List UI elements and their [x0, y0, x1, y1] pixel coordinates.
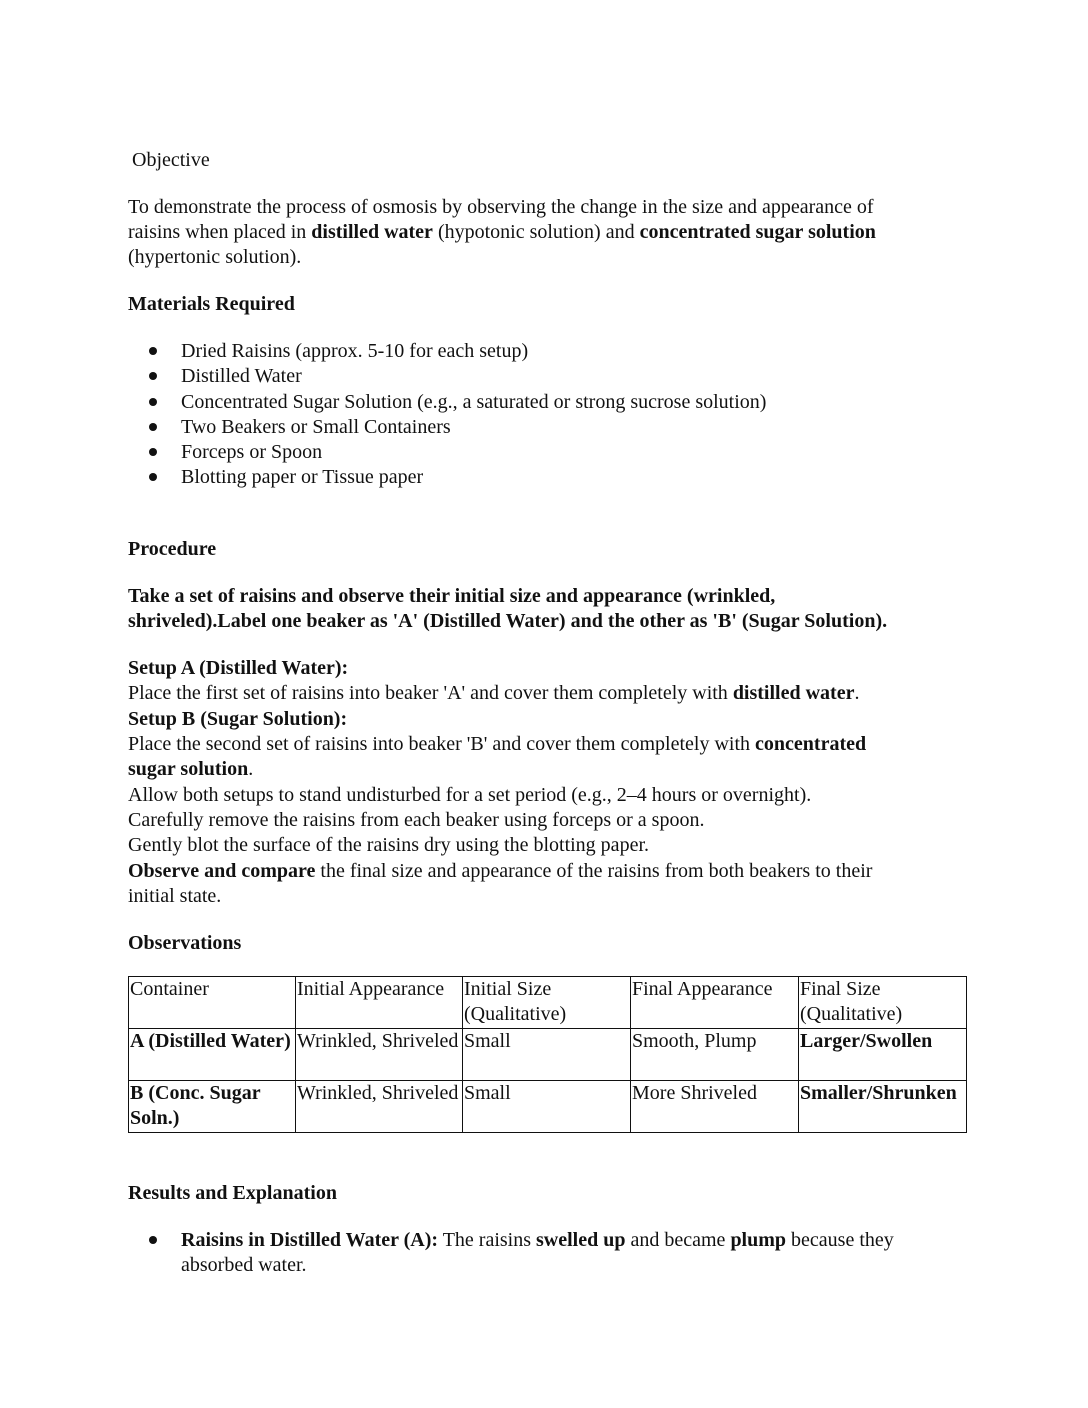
list-item: Distilled Water	[128, 364, 766, 389]
step-observe-line-2: initial state.	[128, 885, 222, 907]
procedure-heading: Procedure	[128, 538, 217, 560]
step-blot: Gently blot the surface of the raisins dry using the blotting paper.	[128, 834, 649, 856]
results-heading: Results and Explanation	[128, 1182, 337, 1204]
table-cell: Larger/Swollen	[799, 1029, 967, 1081]
table-cell: Wrinkled, Shriveled	[296, 1029, 463, 1081]
header-cell: Container	[129, 977, 296, 1029]
header-cell: Initial Appearance	[296, 977, 463, 1029]
materials-heading: Materials Required	[128, 293, 295, 315]
objective-heading: Objective	[132, 149, 210, 171]
table-cell: B (Conc. Sugar Soln.)	[129, 1081, 296, 1133]
table-row	[129, 1029, 967, 1081]
setup-b-text-line-1: Place the second set of raisins into beaker 'B' and cover them completely with concentrated	[128, 733, 867, 755]
setup-a-text: Place the first set of raisins into beaker 'A' and cover them completely with distilled water.	[128, 682, 860, 704]
bullet-icon	[149, 1236, 157, 1244]
bullet-icon	[149, 347, 157, 355]
step-remove: Carefully remove the raisins from each beaker using forceps or a spoon.	[128, 809, 705, 831]
table-header-row	[129, 977, 967, 1029]
observations-heading: Observations	[128, 932, 242, 954]
bullet-icon	[149, 423, 157, 431]
procedure-intro-line-1: Take a set of raisins and observe their initial size and appearance (wrinkled,	[128, 585, 776, 607]
table-row	[129, 1081, 967, 1133]
setup-b-text-line-2: sugar solution.	[128, 758, 254, 780]
list-item: Concentrated Sugar Solution (e.g., a saturated or strong sucrose solution)	[128, 390, 766, 415]
table-cell: Smaller/Shrunken	[799, 1081, 967, 1133]
list-item: Dried Raisins (approx. 5-10 for each setup)	[128, 339, 766, 364]
list-item-continuation: absorbed water.	[181, 1254, 307, 1277]
table-cell: Wrinkled, Shriveled	[296, 1081, 463, 1133]
header-cell: Final Size (Qualitative)	[799, 977, 967, 1029]
procedure-intro-line-2: shriveled).Label one beaker as 'A' (Distilled Water) and the other as 'B' (Sugar Solution).	[128, 610, 888, 632]
list-item: Forceps or Spoon	[128, 440, 766, 465]
setup-a-title: Setup A (Distilled Water):	[128, 657, 349, 679]
list-item: Blotting paper or Tissue paper	[128, 465, 766, 490]
table-cell: A (Distilled Water)	[129, 1029, 296, 1081]
objective-text-line-2: raisins when placed in distilled water (hypotonic solution) and concentrated sugar solution	[128, 221, 876, 243]
header-cell: Final Appearance	[631, 977, 799, 1029]
table-cell: Smooth, Plump	[631, 1029, 799, 1081]
results-list	[128, 1228, 894, 1279]
setup-b-title: Setup B (Sugar Solution):	[128, 708, 348, 730]
table-cell: More Shriveled	[631, 1081, 799, 1133]
bullet-icon	[149, 448, 157, 456]
list-item: Two Beakers or Small Containers	[128, 415, 766, 440]
table-cell: Small	[463, 1081, 631, 1133]
bullet-icon	[149, 473, 157, 481]
bullet-icon	[149, 372, 157, 380]
observations-table	[128, 976, 967, 1133]
materials-list	[128, 339, 766, 491]
bullet-icon	[149, 398, 157, 406]
step-observe-line-1: Observe and compare the final size and appearance of the raisins from both beakers to their	[128, 860, 873, 882]
list-item: Raisins in Distilled Water (A): The raisins swelled up and became plump because they	[128, 1228, 894, 1253]
step-allow: Allow both setups to stand undisturbed for a set period (e.g., 2–4 hours or overnight).	[128, 784, 812, 806]
objective-text-line-3: (hypertonic solution).	[128, 246, 302, 268]
objective-text-line-1: To demonstrate the process of osmosis by observing the change in the size and appearance of	[128, 196, 874, 218]
header-cell: Initial Size (Qualitative)	[463, 977, 631, 1029]
table-cell: Small	[463, 1029, 631, 1081]
